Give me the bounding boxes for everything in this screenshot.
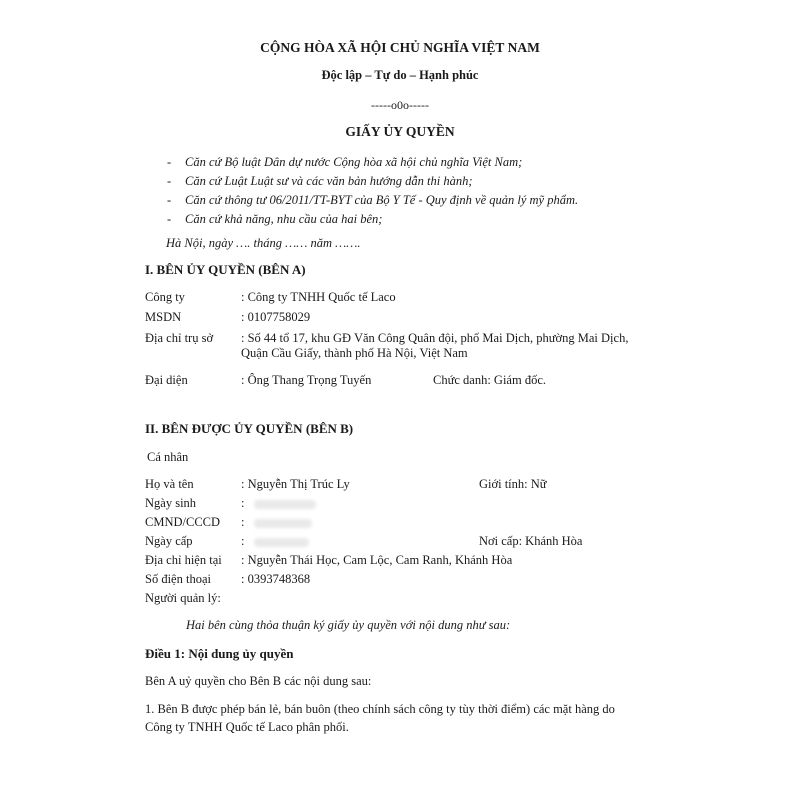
- address-line1: : Số 44 tổ 17, khu GĐ Văn Công Quân đội, phố Mai Dịch, phường Mai Dịch,: [241, 331, 629, 345]
- article-1-intro: Bên A uỷ quyền cho Bên B các nội dung sau:: [145, 674, 372, 688]
- issue-date-label: Ngày cấp: [145, 534, 193, 548]
- id-value: [241, 515, 312, 530]
- phone-value: : 0393748368: [241, 572, 311, 586]
- bullet: -: [167, 212, 172, 226]
- issue-date-colon: :: [241, 534, 245, 548]
- company-value: : Công ty TNHH Quốc tế Laco: [241, 290, 396, 304]
- address-line2: Quận Cầu Giấy, thành phố Hà Nội, Việt Nam: [241, 346, 468, 360]
- bullet: -: [167, 174, 172, 188]
- fullname-label: Họ và tên: [145, 477, 194, 491]
- party-a-heading: I. BÊN ỦY QUYỀN (BÊN A): [145, 262, 306, 277]
- redacted-blur: [254, 538, 309, 547]
- basis-item: Căn cứ Luật Luật sư và các văn bản hướng dẫn thi hành;: [185, 174, 473, 188]
- bullet: -: [167, 155, 172, 169]
- representative-value: : Ông Thang Trọng Tuyến: [241, 373, 372, 387]
- redacted-blur: [254, 519, 312, 528]
- party-b-type: Cá nhân: [147, 450, 189, 464]
- dob-value: [241, 496, 316, 511]
- document-title: GIẤY ỦY QUYỀN: [345, 124, 455, 139]
- dob-colon: :: [241, 496, 245, 510]
- basis-item: Căn cứ Bộ luật Dân dự nước Cộng hòa xã hội chủ nghĩa Việt Nam;: [185, 155, 523, 169]
- current-address-label: Địa chỉ hiện tại: [145, 553, 222, 567]
- article-1-item-line2: Công ty TNHH Quốc tế Laco phân phối.: [145, 720, 349, 734]
- id-colon: :: [241, 515, 245, 529]
- fullname-value: : Nguyễn Thị Trúc Ly: [241, 477, 350, 491]
- basis-item: Căn cứ khả năng, nhu cầu của hai bên;: [185, 212, 383, 226]
- basis-item: Căn cứ thông tư 06/2011/TT-BYT của Bộ Y Tế - Quy định về quản lý mỹ phẩm.: [185, 193, 579, 207]
- position: Chức danh: Giám đốc.: [433, 373, 547, 387]
- bullet: -: [167, 193, 172, 207]
- issue-date-value: [241, 534, 309, 549]
- issue-place: Nơi cấp: Khánh Hòa: [479, 534, 583, 548]
- company-label: Công ty: [145, 290, 185, 304]
- msdn-value: : 0107758029: [241, 310, 311, 324]
- article-1-item-line1: 1. Bên B được phép bán lẻ, bán buôn (theo chính sách công ty tùy thời điểm) các mặt hàng do: [145, 702, 615, 716]
- gender: Giới tính: Nữ: [479, 477, 547, 491]
- motto: Độc lập – Tự do – Hạnh phúc: [321, 68, 479, 82]
- current-address-value: : Nguyễn Thái Học, Cam Lộc, Cam Ranh, Khánh Hòa: [241, 553, 513, 567]
- article-1-heading: Điều 1: Nội dung ủy quyền: [145, 646, 294, 661]
- msdn-label: MSDN: [145, 310, 182, 324]
- party-b-heading: II. BÊN ĐƯỢC ỦY QUYỀN (BÊN B): [145, 421, 354, 436]
- representative-label: Đại diện: [145, 373, 188, 387]
- agreement-statement: Hai bên cùng thỏa thuận ký giấy ủy quyền với nội dung như sau:: [186, 618, 511, 632]
- dob-label: Ngày sinh: [145, 496, 197, 510]
- separator: -----o0o-----: [371, 98, 429, 112]
- manager-label: Người quản lý:: [145, 591, 221, 605]
- address-label: Địa chỉ trụ sở: [145, 331, 214, 345]
- nation-heading: CỘNG HÒA XÃ HỘI CHỦ NGHĨA VIỆT NAM: [260, 40, 540, 55]
- place-date: Hà Nội, ngày …. tháng …… năm …….: [166, 236, 361, 250]
- redacted-blur: [254, 500, 316, 509]
- phone-label: Số điện thoại: [145, 572, 211, 586]
- id-label: CMND/CCCD: [145, 515, 221, 529]
